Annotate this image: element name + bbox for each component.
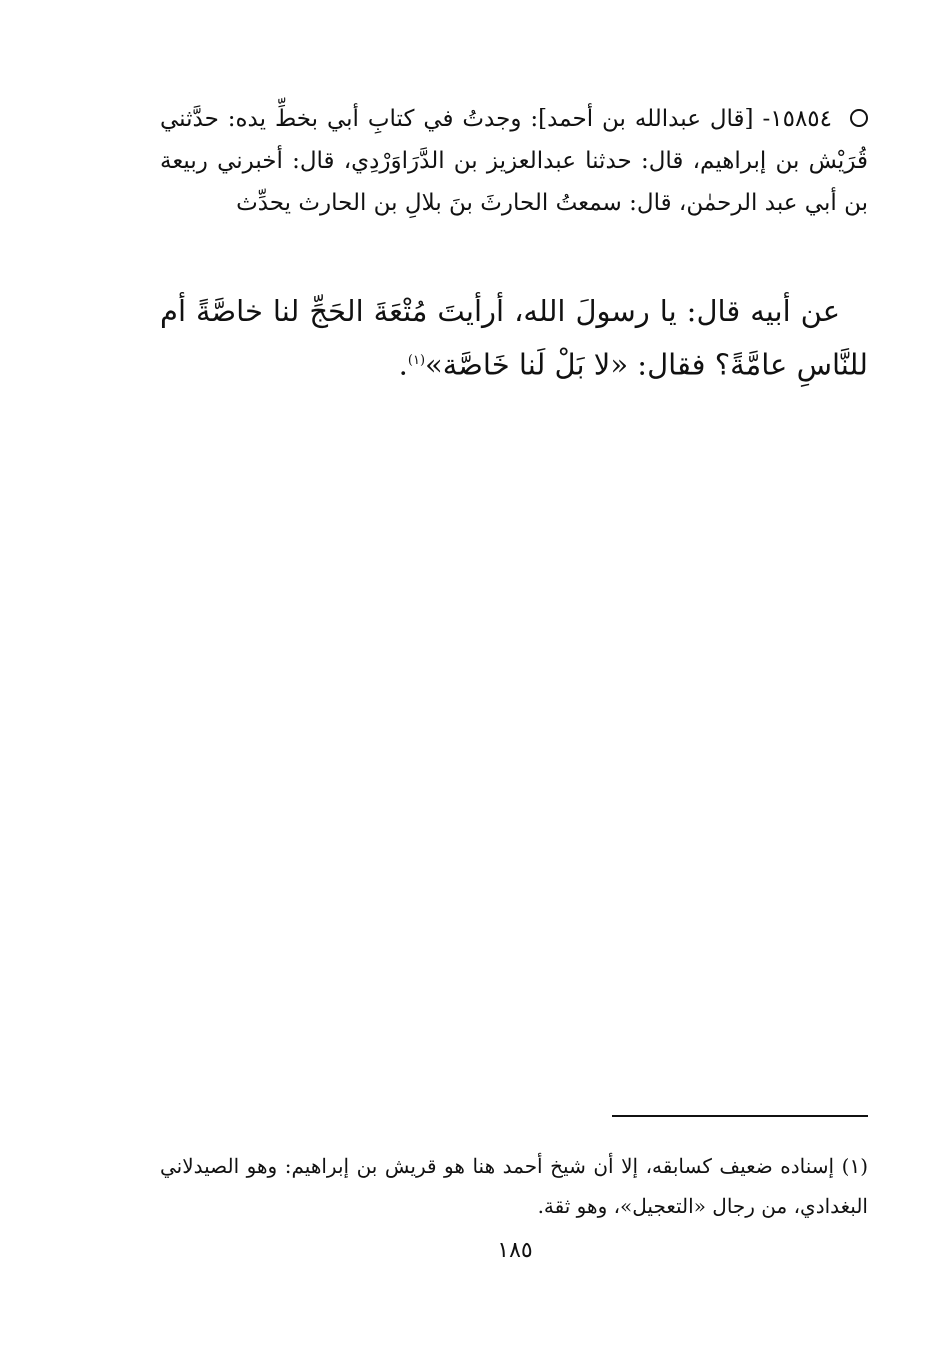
hadith-isnad — [160, 98, 868, 224]
hadith-matn — [160, 286, 868, 390]
footnote-divider — [612, 1115, 868, 1117]
isnad-text: حدَّثني قُرَيْش بن إبراهيم، قال: حدثنا عبدالعزيز بن الدَّرَاوَرْدِي، قال: أخبرني ربيعة بن أبي عبد الرحمٰن، قال: سمعتُ الحارثَ بنَ بلالِ بن الحارث يحدِّث — [160, 106, 868, 216]
circle-marker-icon — [850, 109, 868, 127]
footnote-text: (١) إسناده ضعيف كسابقه، إلا أن شيخ أحمد هنا هو قريش بن إبراهيم: وهو الصيدلاني البغدادي، من رجال «التعجيل»، وهو ثقة. — [160, 1154, 868, 1218]
page-number: ١٨٥ — [497, 1238, 533, 1263]
matn-text: عن أبيه قال: يا رسولَ الله، أرأيتَ مُتْعَةَ الحَجِّ لنا خاصَّةً أم للنَّاسِ عامَّةً؟ فقال: «لا بَلْ لَنا خَاصَّة» — [160, 294, 868, 382]
matn-end: . — [398, 347, 408, 382]
hadith-number-line: ١٥٨٥٤- [قال عبدالله بن أحمد]: وجدتُ في كتابِ أبي بخطِّ يده: — [227, 106, 833, 132]
footnote — [160, 1146, 868, 1226]
footnote-reference: (١) — [407, 353, 426, 368]
